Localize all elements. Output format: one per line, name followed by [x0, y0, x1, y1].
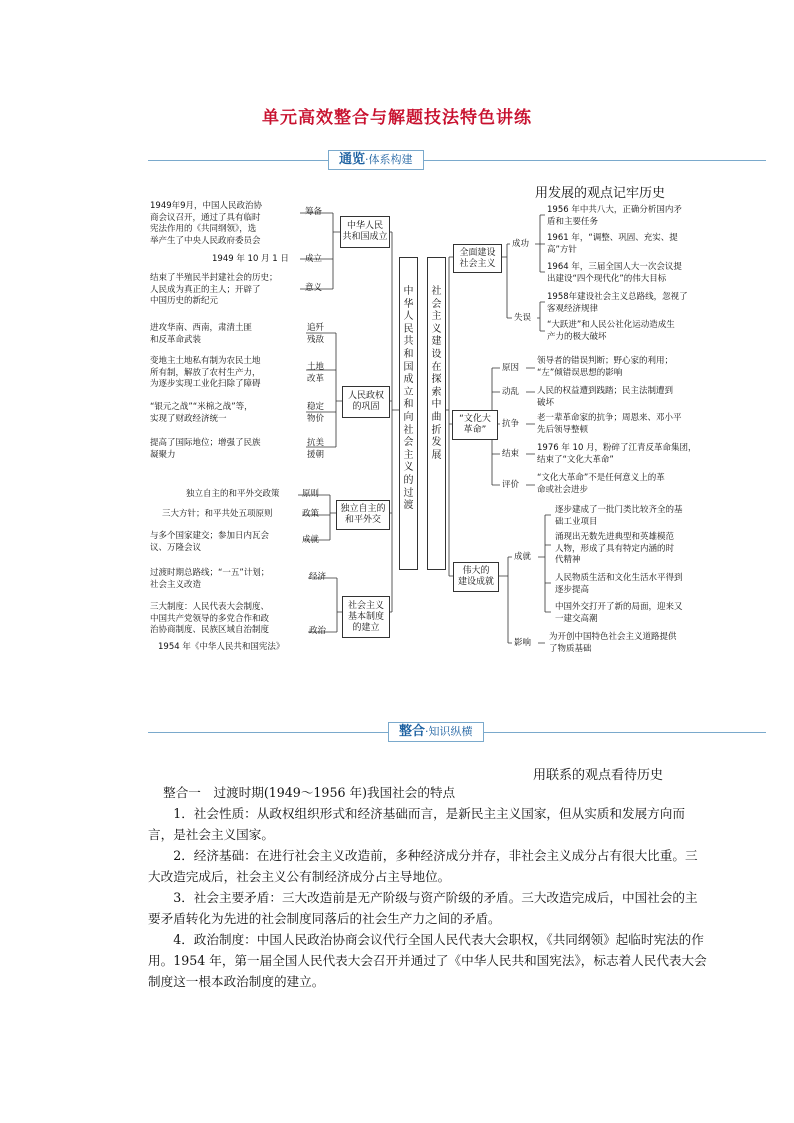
page-title: 单元高效整合与解题技法特色讲练: [262, 108, 532, 128]
yuanyin-label: 原因: [502, 363, 520, 373]
zhidu-box: 社会主义 基本制度 的建立: [342, 596, 390, 638]
chengli-label: 成立: [305, 254, 323, 264]
integration-heading: 整合一 过渡时期(1949～1956 年)我国社会的特点: [163, 785, 456, 800]
zhengce-label: 政策: [302, 509, 320, 519]
yiyi-label: 意义: [305, 283, 323, 293]
paragraph-1: 1．社会性质：从政权组织形式和经济基础而言，是新民主主义国家，但从实质和发展方向而言，是社会主义国家。: [148, 806, 685, 842]
chenggong-label: 成功: [512, 239, 530, 249]
yingxiang-label: 影响: [514, 638, 532, 648]
zhengzhi-label: 政治: [309, 626, 327, 636]
gonggu-box: 人民政权 的巩固: [342, 386, 390, 418]
jieshu-label: 结束: [502, 449, 520, 459]
body-text: [148, 782, 708, 992]
pingjia-label: 评价: [502, 480, 520, 490]
kangmei-text: 提高了国际地位；增强了民族 凝聚力: [150, 438, 261, 460]
zhengzhi-text: 三大制度：人民代表大会制度、 中国共产党领导的多党合作和政 治协商制度、民族区域自治制度: [150, 602, 270, 635]
shiwu-label: 失误: [514, 313, 532, 323]
yuanze-label: 原则: [302, 489, 320, 499]
cj3-text: 人民物质生活和文化生活水平得到 逐步提高: [555, 573, 683, 595]
yuanyin-text: 领导者的错误判断；野心家的利用； “左”倾错误思想的影响: [537, 356, 674, 378]
chengli-text: 1949 年 10 月 1 日: [212, 254, 289, 264]
chengjiu-text: 与多个国家建交；参加日内瓦会 议、万隆会议: [150, 531, 270, 553]
jingji-text: 过渡时期总路线；“一五”计划； 社会主义改造: [150, 568, 270, 590]
jingji-label: 经济: [309, 572, 327, 582]
wending-label: 稳定 物价: [307, 402, 325, 424]
kangmei-label: 抗美 援朝: [307, 438, 325, 460]
central-transition-box: 中华人民共和国成立和向社会主义的过渡: [399, 257, 418, 570]
dongluan-label: 动乱: [502, 387, 520, 397]
sw2-text: “大跃进”和人民公社化运动造成生 产力的极大破坏: [547, 320, 675, 342]
wending-text: “银元之战”“米棉之战”等， 实现了财政经济统一: [150, 402, 253, 424]
pingjia-text: “文化大革命”不是任何意义上的革 命或社会进步: [537, 473, 665, 495]
section-label: 通览·体系构建: [328, 150, 424, 170]
zhengce-text: 三大方针；和平共处五项原则: [162, 509, 273, 519]
subheading-connection: 用联系的观点看待历史: [533, 768, 664, 783]
section-label: 整合·知识纵横: [388, 722, 484, 742]
dongluan-text: 人民的权益遭到践踏；民主法制遭到 破坏: [537, 386, 674, 408]
zhrm-box: 中华人民 共和国成立: [340, 216, 390, 248]
cg2-text: 1961 年，“调整、巩固、充实、提 高”方针: [547, 233, 678, 255]
waijiao-box: 独立自主的 和平外交: [336, 500, 390, 530]
cj1-text: 逐步建成了一批门类比较齐全的基 础工业项目: [555, 505, 683, 527]
paragraph-3: 3．社会主要矛盾：三大改造前是无产阶级与资产阶级的矛盾。三大改造完成后，中国社会的主要矛盾转化为先进的社会制度同落后的社会生产力之间的矛盾。: [148, 890, 698, 926]
chengjiu-label: 成就: [302, 535, 320, 545]
section-bar-integration: [148, 722, 766, 742]
choubei-label: 筹备: [305, 207, 323, 217]
paragraph-2: 2．经济基础：在进行社会主义改造前，多种经济成分并存，非社会主义成分占有很大比重。三大改造完成后，社会主义公有制经济成分占主导地位。: [148, 848, 698, 884]
weida-box: 伟大的 建设成就: [453, 562, 499, 592]
choubei-text: 1949年9月，中国人民政治协 商会议召开，通过了具有临时 宪法作用的《共同纲领》，选 举产生了中央人民政府委员会: [150, 201, 263, 246]
paragraph-4: 4．政治制度：中国人民政治协商会议代行全国人民代表大会职权，《共同纲领》起临时宪法的作用。1954 年，第一届全国人民代表大会召开并通过了《中华人民共和国宪法》，标志着人民代表大会制度这一根本政治制度的建立。: [148, 932, 707, 989]
yuanze-text: 独立自主的和平外交政策: [186, 489, 280, 499]
cj4-text: 中国外交打开了新的局面，迎来又 一建交高潮: [555, 602, 683, 624]
central-construction-box: 社会主义建设在探索中曲折发展: [427, 257, 446, 570]
kangzheng-label: 抗争: [502, 419, 520, 429]
subheading-development: 用发展的观点记牢历史: [535, 186, 666, 201]
yiyi-text: 结束了半殖民半封建社会的历史； 人民成为真正的主人；开辟了 中国历史的新纪元: [150, 273, 278, 306]
zhuijian-text: 进攻华南、西南，肃清土匪 和反革命武装: [150, 323, 253, 345]
yingxiang-text: 为开创中国特色社会主义道路提供 了物质基础: [549, 632, 677, 654]
wenge-box: “文化大 革命”: [452, 410, 498, 440]
cg3-text: 1964 年，三届全国人大一次会议提 出建设“四个现代化”的伟大目标: [547, 262, 682, 284]
quanmian-box: 全面建设 社会主义: [453, 244, 502, 273]
tudi-label: 土地 改革: [307, 362, 325, 384]
kangzheng-text: 老一辈革命家的抗争；周恩来、邓小平 先后领导整顿: [537, 413, 682, 435]
jieshu-text: 1976 年 10 月，粉碎了江青反革命集团， 结束了“文化大革命”: [537, 443, 697, 465]
sw1-text: 1958年建设社会主义总路线，忽视了 客观经济规律: [547, 292, 688, 314]
xianfa-text: 1954 年《中华人民共和国宪法》: [158, 642, 285, 652]
cj-label: 成就: [514, 552, 532, 562]
zhuijian-label: 追歼 残敌: [307, 323, 325, 345]
tudi-text: 变地主土地私有制为农民土地 所有制，解放了农村生产力， 为逐步实现工业化扫除了障碍: [150, 356, 261, 389]
cj2-text: 涌现出无数先进典型和英雄模范 人物，形成了具有特定内涵的时 代精神: [555, 532, 675, 565]
cg1-text: 1956 年中共八大，正确分析国内矛 盾和主要任务: [547, 205, 682, 227]
